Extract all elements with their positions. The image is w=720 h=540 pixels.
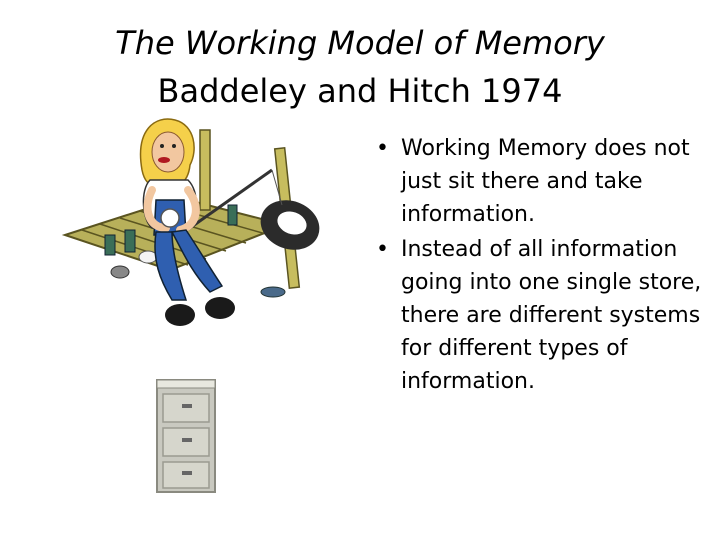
bullet-text: Working Memory does not just sit there and take information. (401, 136, 690, 227)
filing-cabinet-icon (155, 378, 219, 494)
fishing-woman-illustration (60, 110, 330, 350)
bullet-list (370, 132, 710, 400)
bullet-item: • Working Memory does not just sit there and take information. (376, 136, 690, 227)
slide-title-line-1: The Working Model of Memory (115, 24, 605, 62)
tire-icon (254, 192, 327, 258)
bullet-text: Instead of all information going into one single store, there are different systems for different types of information. (401, 237, 702, 394)
slide-title-line-2: Baddeley and Hitch 1974 (157, 72, 563, 110)
slide-title (0, 22, 720, 112)
bullet-item: • Instead of all information going into one single store, there are different systems for different types of information. (376, 237, 702, 394)
